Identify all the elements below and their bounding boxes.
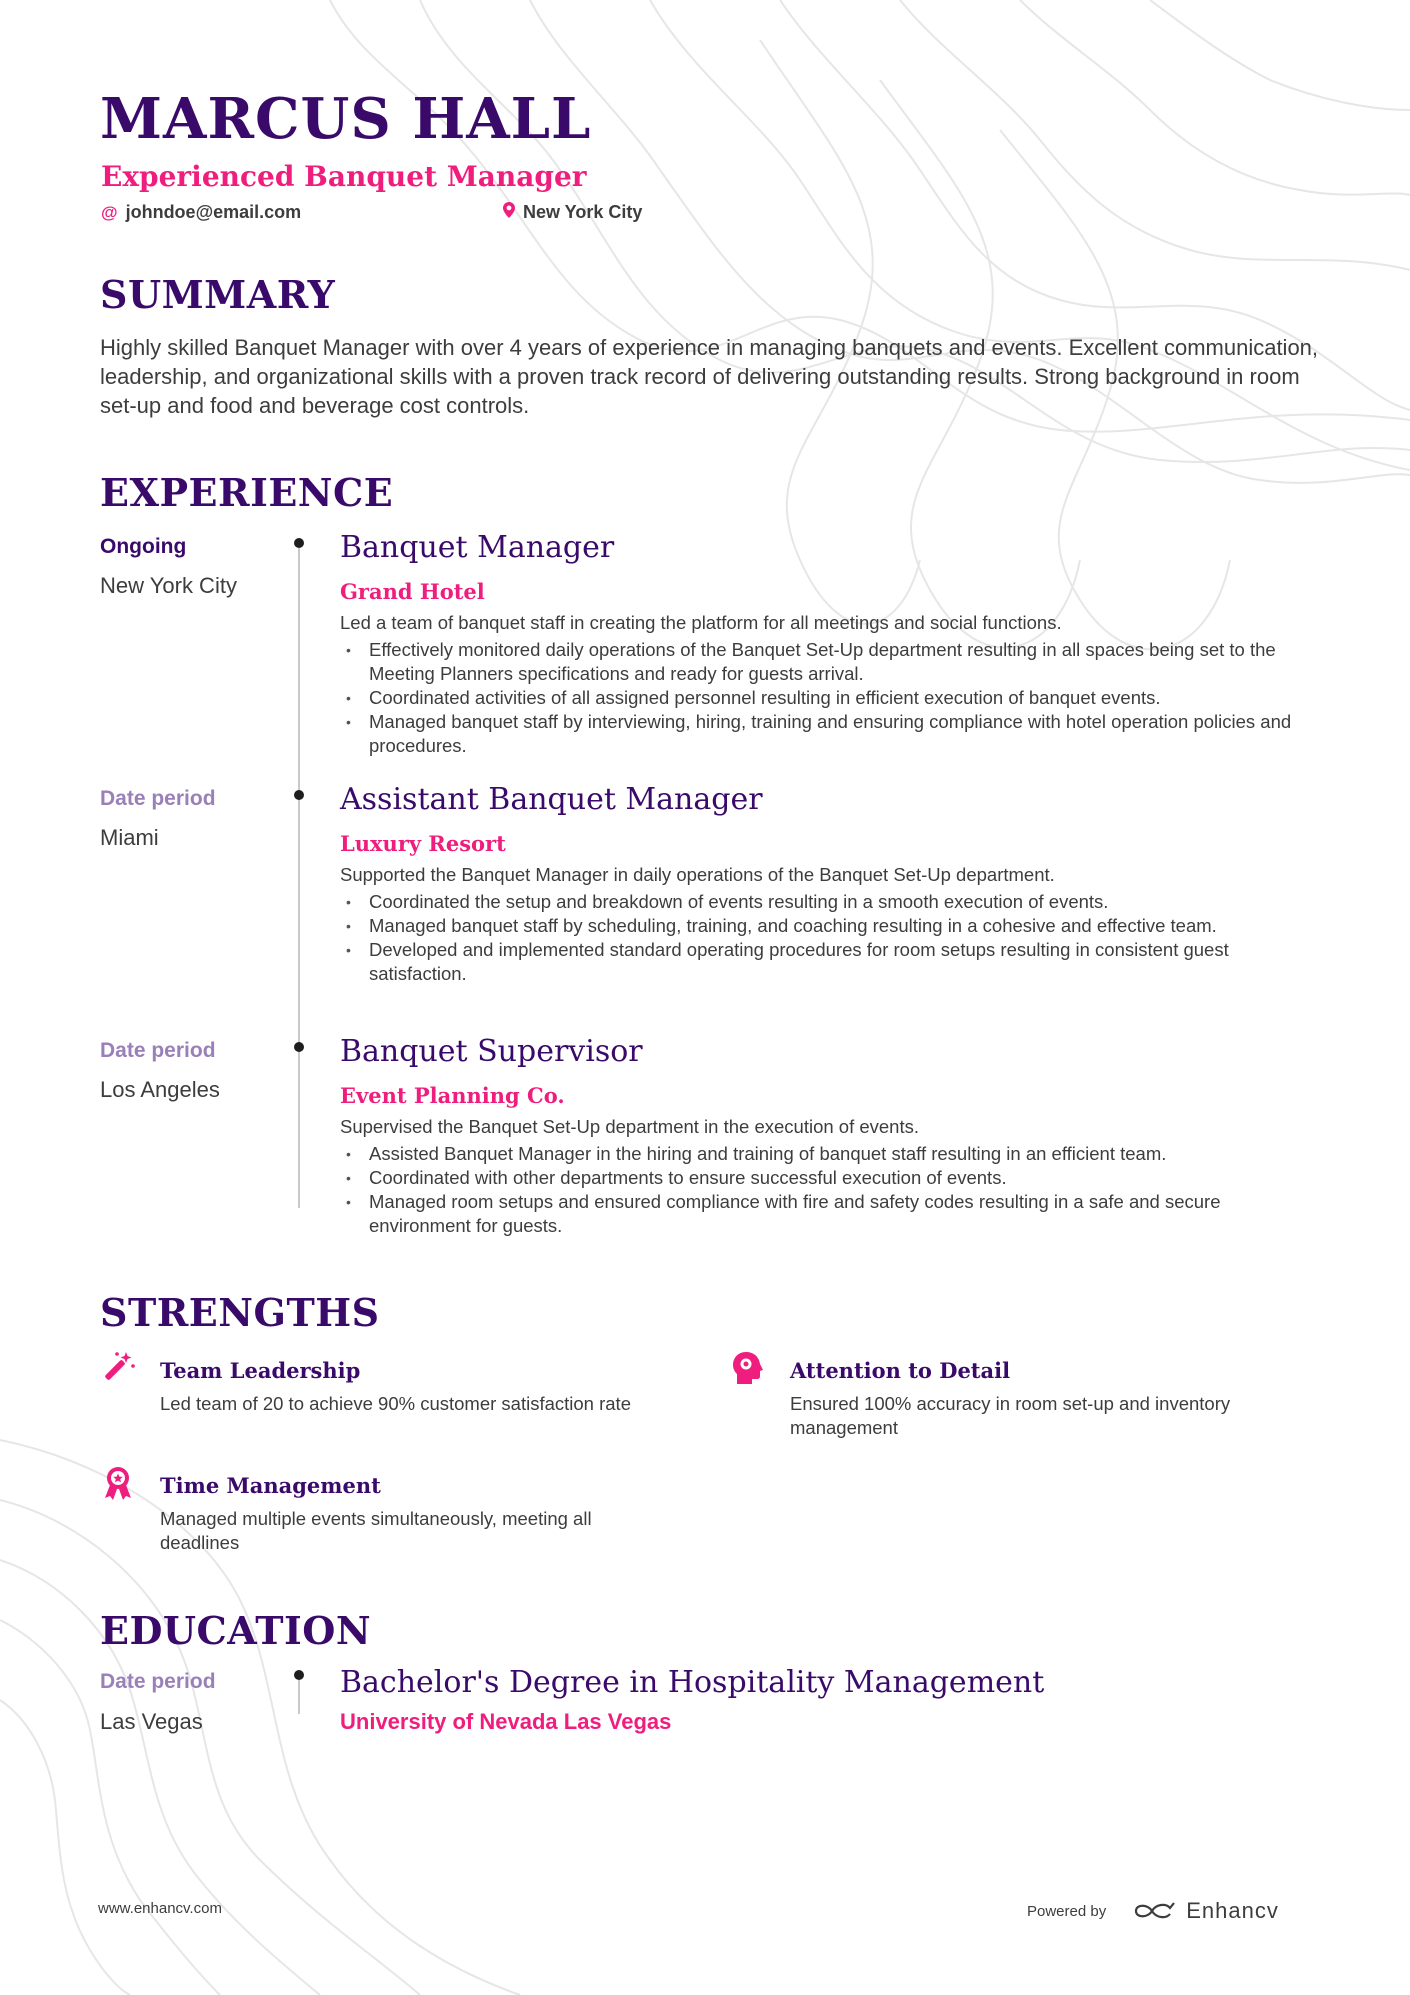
email-text: johndoe@email.com bbox=[125, 202, 302, 222]
award-ribbon-icon bbox=[100, 1465, 136, 1501]
entry-company: Event Planning Co. bbox=[340, 1083, 565, 1108]
experience-timeline bbox=[298, 548, 300, 1208]
candidate-role: Experienced Banquet Manager bbox=[101, 160, 587, 193]
entry-description: Supported the Banquet Manager in daily operations of the Banquet Set-Up department. bbox=[340, 864, 1055, 885]
bullet-item: • Coordinated activities of all assigned personnel resulting in efficient execution of banquet events. bbox=[340, 686, 1320, 710]
summary-heading: SUMMARY bbox=[100, 272, 336, 317]
entry-job-title: Banquet Supervisor bbox=[340, 1034, 643, 1069]
entry-job-title: Assistant Banquet Manager bbox=[340, 782, 763, 817]
entry-date: Date period bbox=[100, 787, 216, 810]
bullet-item: • Coordinated with other departments to ensure successful execution of events. bbox=[340, 1166, 1320, 1190]
enhancv-logo[interactable] bbox=[1132, 1898, 1279, 1924]
entry-date: Ongoing bbox=[100, 535, 187, 558]
footer-branding bbox=[1027, 1898, 1279, 1924]
bullet-item: • Effectively monitored daily operations of the Banquet Set-Up department resulting in all spaces being set to the Meeting Planners specifications and ready for guests arrival. bbox=[340, 638, 1320, 686]
strength-title: Attention to Detail bbox=[790, 1358, 1011, 1383]
entry-description: Supervised the Banquet Set-Up department in the execution of events. bbox=[340, 1116, 920, 1137]
timeline-dot bbox=[294, 1042, 304, 1052]
entry-description: Led a team of banquet staff in creating the platform for all meetings and social functions. bbox=[340, 612, 1062, 633]
entry-bullets bbox=[340, 890, 1320, 986]
bullet-item: • Assisted Banquet Manager in the hiring and training of banquet staff resulting in an efficient team. bbox=[340, 1142, 1320, 1166]
contact-location bbox=[503, 202, 642, 223]
timeline-dot bbox=[294, 1670, 304, 1680]
education-heading: EDUCATION bbox=[100, 1608, 372, 1653]
education-school: University of Nevada Las Vegas bbox=[340, 1709, 672, 1734]
education-degree: Bachelor's Degree in Hospitality Management bbox=[340, 1665, 1045, 1700]
entry-job-title: Banquet Manager bbox=[340, 530, 615, 565]
entry-date: Date period bbox=[100, 1670, 216, 1693]
timeline-dot bbox=[294, 538, 304, 548]
magic-wand-icon bbox=[100, 1350, 136, 1386]
infinity-logo-icon bbox=[1132, 1900, 1178, 1922]
entry-location: New York City bbox=[100, 573, 237, 598]
entry-bullets bbox=[340, 1142, 1320, 1238]
head-brain-icon bbox=[730, 1350, 766, 1386]
strength-title: Team Leadership bbox=[160, 1358, 361, 1383]
strengths-heading: STRENGTHS bbox=[100, 1290, 380, 1335]
experience-heading: EXPERIENCE bbox=[100, 470, 394, 515]
strength-description: Managed multiple events simultaneously, meeting all deadlines bbox=[160, 1508, 592, 1553]
candidate-name: MARCUS HALL bbox=[100, 86, 592, 152]
bullet-item: • Managed banquet staff by scheduling, training, and coaching resulting in a cohesive and effective team. bbox=[340, 914, 1320, 938]
entry-company: Grand Hotel bbox=[340, 579, 485, 604]
education-timeline bbox=[298, 1680, 300, 1714]
location-text: New York City bbox=[523, 202, 643, 222]
strength-description: Ensured 100% accuracy in room set-up and inventory management bbox=[790, 1393, 1231, 1438]
bullet-item: • Managed room setups and ensured compliance with fire and safety codes resulting in a safe and secure environment for guests. bbox=[340, 1190, 1320, 1238]
footer-website[interactable]: www.enhancv.com bbox=[98, 1900, 222, 1917]
location-pin-icon bbox=[503, 202, 515, 223]
entry-company: Luxury Resort bbox=[340, 831, 506, 856]
brand-name: Enhancv bbox=[1186, 1898, 1279, 1923]
at-icon: @ bbox=[101, 202, 118, 222]
entry-bullets bbox=[340, 638, 1320, 758]
strength-title: Time Management bbox=[160, 1473, 381, 1498]
strength-description: Led team of 20 to achieve 90% customer satisfaction rate bbox=[160, 1393, 631, 1414]
timeline-dot bbox=[294, 790, 304, 800]
entry-location: Las Vegas bbox=[100, 1709, 203, 1734]
summary-text: Highly skilled Banquet Manager with over 4 years of experience in managing banquets and events. Excellent communication, leadership, and organizational skills with a proven track record of delivering outstanding results. Strong background in room set-up and food and beverage cost controls. bbox=[100, 335, 1319, 418]
bullet-item: • Managed banquet staff by interviewing, hiring, training and ensuring compliance with hotel operation policies and procedures. bbox=[340, 710, 1320, 758]
bullet-item: • Developed and implemented standard operating procedures for room setups resulting in consistent guest satisfaction. bbox=[340, 938, 1320, 986]
powered-by-label: Powered by bbox=[1027, 1902, 1107, 1920]
bullet-item: • Coordinated the setup and breakdown of events resulting in a smooth execution of events. bbox=[340, 890, 1320, 914]
contact-email[interactable] bbox=[101, 202, 301, 223]
entry-location: Los Angeles bbox=[100, 1077, 220, 1102]
entry-date: Date period bbox=[100, 1039, 216, 1062]
entry-location: Miami bbox=[100, 825, 159, 850]
